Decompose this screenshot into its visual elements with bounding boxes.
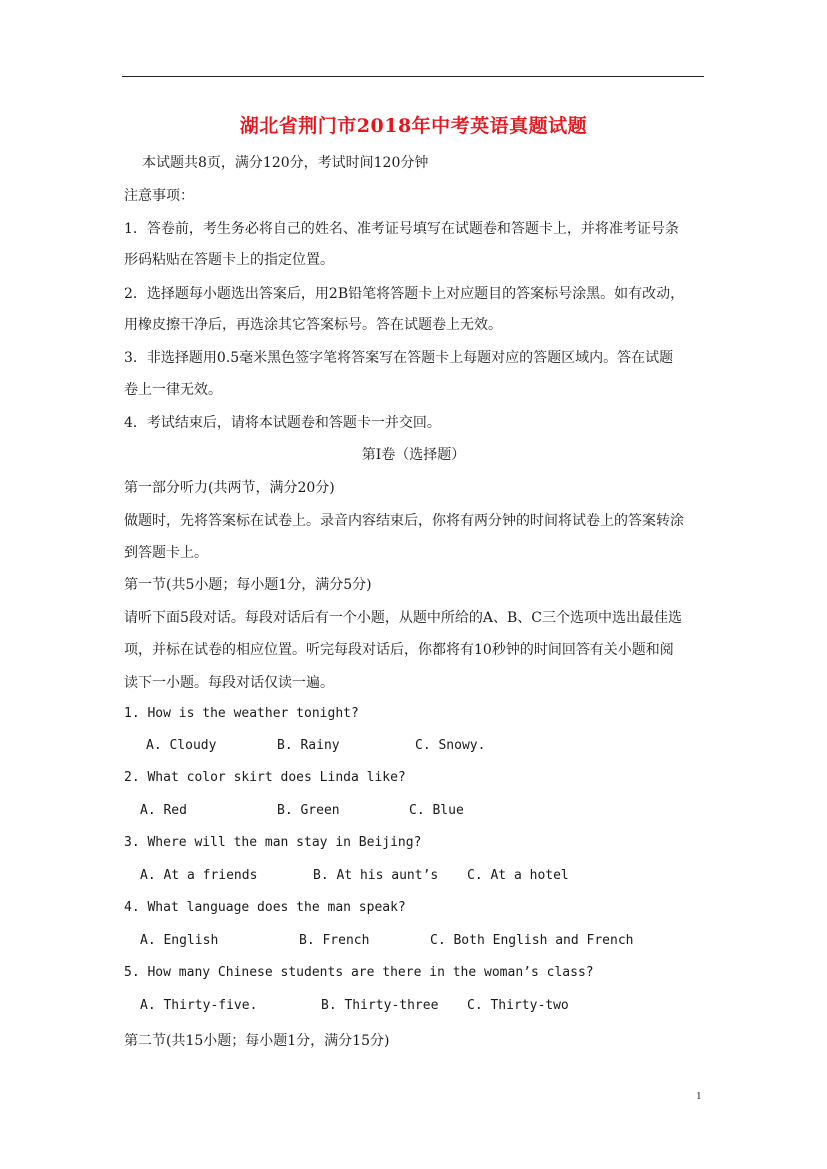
notice-line: 1．答卷前，考生务必将自己的姓名、准考证号填写在试题卷和答题卡上，并将准考证号条 [124, 221, 679, 237]
notice-line: 形码粘贴在答题卡上的指定位置。 [124, 252, 334, 268]
question-text: 1. How is the weather tonight? [124, 706, 359, 721]
option-a: A. Red [140, 803, 187, 818]
header-rule [122, 76, 704, 77]
option-b: B. Green [277, 803, 340, 818]
notice-line: 2．选择题每小题选出答案后，用2B铅笔将答题卡上对应题目的答案标号涂黑。如有改动， [124, 286, 685, 302]
option-c: C. Both English and French [430, 933, 634, 948]
notice-line: 3．非选择题用0.5毫米黑色签字笔将答案写在答题卡上每题对应的答题区域内。答在试题 [124, 350, 674, 366]
option-c: C. Thirty-two [467, 998, 569, 1013]
question-text: 3. Where will the man stay in Beijing? [124, 835, 422, 850]
section1-instruction: 请听下面5段对话。每段对话后有一个小题，从题中所给的A、B、C三个选项中选出最佳选 [124, 610, 683, 626]
notice-line: 用橡皮擦干净后，再选涂其它答案标号。答在试题卷上无效。 [124, 317, 502, 333]
option-b: B. Rainy [277, 738, 340, 753]
option-c: C. Blue [409, 803, 464, 818]
option-a: A. At a friends [140, 868, 258, 883]
question-text: 4. What language does the man speak? [124, 900, 406, 915]
question-text: 5. How many Chinese students are there in the woman’s class? [124, 965, 594, 980]
section1-heading: 第一节(共5小题；每小题1分，满分5分) [124, 577, 372, 593]
option-c: C. Snowy. [415, 738, 486, 753]
option-c: C. At a hotel [467, 868, 569, 883]
page-number: 1 [696, 1090, 702, 1102]
page-title: 湖北省荆门市2018年中考英语真题试题 [239, 115, 588, 137]
option-a: A. English [140, 933, 219, 948]
part1-instruction: 到答题卡上。 [124, 545, 208, 561]
part1-instruction: 做题时，先将答案标在试卷上。录音内容结束后，你将有两分钟的时间将试卷上的答案转涂 [124, 513, 684, 529]
notice-line: 卷上一律无效。 [124, 382, 222, 398]
notice-heading: 注意事项： [124, 188, 194, 204]
volume-heading: 第Ⅰ卷（选择题） [361, 447, 466, 463]
section1-instruction: 项，并标在试卷的相应位置。听完每段对话后，你都将有10秒钟的时间回答有关小题和阅 [124, 642, 674, 658]
question-text: 2. What color skirt does Linda like? [124, 770, 406, 785]
option-b: B. Thirty-three [321, 998, 439, 1013]
option-b: B. French [299, 933, 370, 948]
option-a: A. Thirty-five. [140, 998, 258, 1013]
option-a: A. Cloudy [146, 738, 217, 753]
section1-instruction: 读下一小题。每段对话仅读一遍。 [124, 675, 334, 691]
option-b: B. At his aunt’s [313, 868, 439, 883]
section2-heading: 第二节(共15小题；每小题1分，满分15分) [124, 1033, 390, 1049]
exam-intro: 本试题共8页，满分120分，考试时间120分钟 [142, 155, 429, 171]
part1-heading: 第一部分听力(共两节，满分20分) [124, 480, 335, 496]
notice-line: 4．考试结束后，请将本试题卷和答题卡一并交回。 [124, 415, 441, 431]
